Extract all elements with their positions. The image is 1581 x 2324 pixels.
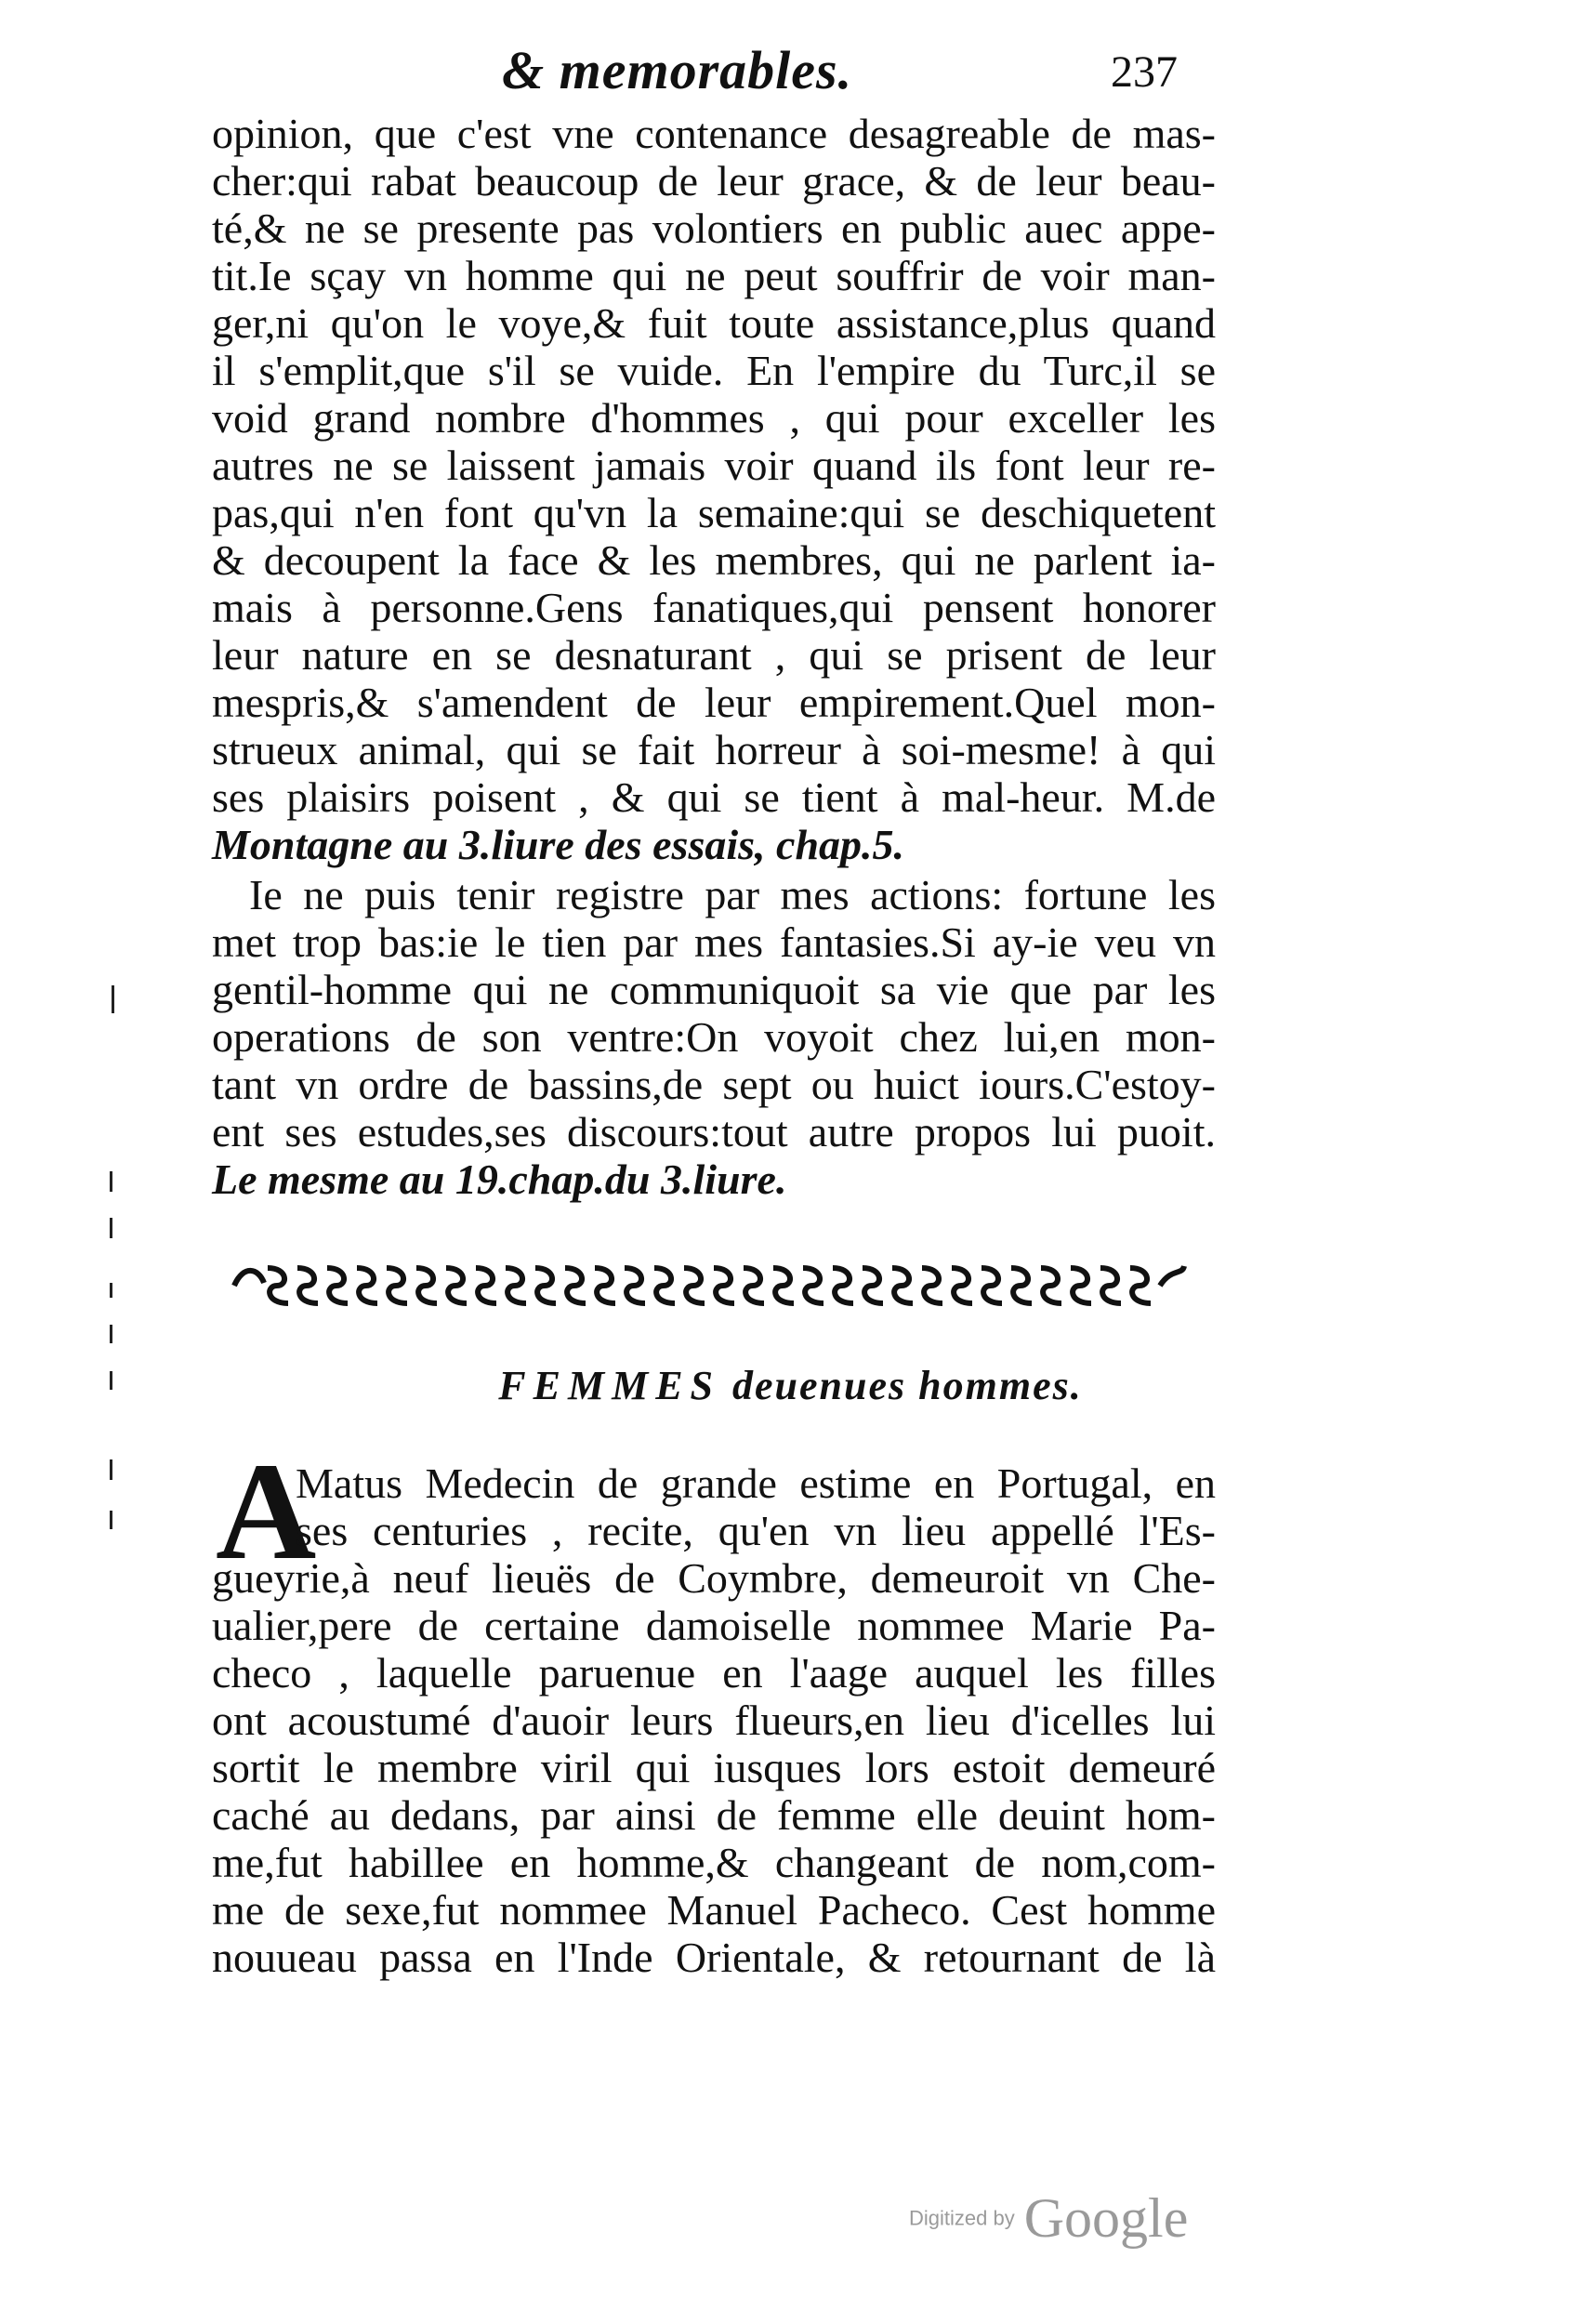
ornament-link (446, 1268, 467, 1303)
page-number: 237 (1111, 47, 1178, 97)
ornament-link (922, 1268, 942, 1303)
text-line: mespris,& s'amendent de leur empirement.Quel mon- (212, 679, 1216, 726)
scan-mark (110, 1511, 112, 1529)
ornament-link (684, 1268, 705, 1303)
ornament-link (892, 1268, 913, 1303)
text-line: tit.Ie sçay vn homme qui ne peut souffrir de voir man- (212, 252, 1216, 299)
ornament-link (268, 1268, 288, 1303)
watermark-prefix: Digitized by (909, 2206, 1015, 2230)
ornament-link (744, 1268, 764, 1303)
ornament-link (982, 1268, 1002, 1303)
text-line: gueyrie,à neuf lieuës de Coymbre, demeuroit vn Che- (212, 1554, 1216, 1602)
text-line: Matus Medecin de grande estime en Portugal, en (296, 1459, 1216, 1507)
text-line: operations de son ventre:On voyoit chez lui,en mon- (212, 1013, 1216, 1061)
ornament-link (863, 1268, 883, 1303)
ornament-link (1011, 1268, 1032, 1303)
ornament-link (1130, 1268, 1151, 1303)
text-line: pas,qui n'en font qu'vn la semaine:qui se deschiquetent (212, 489, 1216, 536)
paragraph-1 (212, 110, 1216, 868)
ornament-link (476, 1268, 496, 1303)
text-line: sortit le membre viril qui iusques lors estoit demeuré (212, 1744, 1216, 1791)
text-line: ses plaisirs poisent , & qui se tient à mal-heur. M.de (212, 773, 1216, 821)
ornament-link (625, 1268, 645, 1303)
ornament-link (327, 1268, 348, 1303)
scan-mark (110, 1218, 112, 1238)
ornament-link (595, 1268, 615, 1303)
text-line: & decoupent la face & les membres, qui ne parlent ia- (212, 536, 1216, 584)
text-line: ualier,pere de certaine damoiselle nommee Marie Pa- (212, 1602, 1216, 1649)
text-line: me de sexe,fut nommee Manuel Pacheco. Cest homme (212, 1886, 1216, 1934)
ornament-link (416, 1268, 437, 1303)
text-line: caché au dedans, par ainsi de femme elle deuint hom- (212, 1791, 1216, 1839)
text-line: leur nature en se desnaturant , qui se prisent de leur (212, 631, 1216, 679)
text-line: checo , laquelle paruenue en l'aage auquel les filles (212, 1649, 1216, 1697)
ornament-link (535, 1268, 556, 1303)
text-line: autres ne se laissent jamais voir quand ils font leur re- (212, 442, 1216, 489)
text-line: mais à personne.Gens fanatiques,qui pensent honorer (212, 584, 1216, 631)
text-line: Ie ne puis tenir registre par mes actions: fortune les (249, 871, 1216, 918)
text-line: ent ses estudes,ses discours:tout autre propos lui puoit. (212, 1108, 1216, 1155)
scan-mark (110, 1283, 112, 1298)
watermark-brand: Google (1023, 2187, 1189, 2249)
citation: Montagne au 3.liure des essais, chap.5. (212, 821, 905, 868)
paragraph-2 (212, 871, 1216, 1203)
running-head: & memorables. (502, 40, 853, 100)
scan-mark (112, 985, 114, 1013)
text-line: me,fut habillee en homme,& changeant de nom,com- (212, 1839, 1216, 1886)
ornament-link (1041, 1268, 1061, 1303)
text-line: ont acoustumé d'auoir leurs flueurs,en lieu d'icelles lui (212, 1697, 1216, 1744)
text-line: cher:qui rabat beaucoup de leur grace, & de leur beau- (212, 157, 1216, 205)
text-line: opinion, que c'est vne contenance desagreable de mas- (212, 110, 1216, 157)
section-title-rest: deuenues hommes. (732, 1363, 1083, 1408)
ornament-link (714, 1268, 734, 1303)
text-line: ger,ni qu'on le voye,& fuit toute assistance,plus quand (212, 299, 1216, 347)
ornament-link (654, 1268, 675, 1303)
decorative-ornament-band (231, 1255, 1188, 1316)
text-line: strueux animal, qui se fait horreur à soi-mesme! à qui (212, 726, 1216, 773)
scan-mark (110, 1459, 112, 1480)
ornament-end (234, 1271, 264, 1286)
ornament-link (773, 1268, 794, 1303)
ornament-link (1100, 1268, 1121, 1303)
paragraph-3 (212, 1459, 1216, 1981)
ornament-link (297, 1268, 318, 1303)
text-line: void grand nombre d'hommes , qui pour exceller les (212, 394, 1216, 442)
scan-mark (110, 1325, 112, 1343)
ornament-link (803, 1268, 823, 1303)
digitized-watermark (909, 2186, 1188, 2251)
text-line: il s'emplit,que s'il se vuide. En l'empire du Turc,il se (212, 347, 1216, 394)
ornament-link (565, 1268, 586, 1303)
section-title-caps: FEMMES (498, 1363, 721, 1408)
ornament-link (506, 1268, 526, 1303)
text-line: gentil-homme qui ne communiquoit sa vie que par les (212, 966, 1216, 1013)
text-line: ses centuries , recite, qu'en vn lieu appellé l'Es- (296, 1507, 1216, 1554)
citation: Le mesme au 19.chap.du 3.liure. (212, 1155, 787, 1203)
ornament-link (1071, 1268, 1091, 1303)
scan-mark (110, 1171, 112, 1192)
text-line: tant vn ordre de bassins,de sept ou huict iours.C'estoy- (212, 1061, 1216, 1108)
text-line: té,& ne se presente pas volontiers en public auec appe- (212, 205, 1216, 252)
ornament-link (357, 1268, 377, 1303)
ornament-end (1160, 1266, 1184, 1286)
scan-mark (110, 1371, 112, 1390)
ornament-link (952, 1268, 972, 1303)
drop-cap: A (216, 1434, 317, 1589)
ornament-link (387, 1268, 407, 1303)
text-line: met trop bas:ie le tien par mes fantasies.Si ay-ie veu vn (212, 918, 1216, 966)
text-line: nouueau passa en l'Inde Orientale, & retournant de là (212, 1934, 1216, 1981)
ornament-link (833, 1268, 853, 1303)
section-title (0, 1362, 1581, 1409)
